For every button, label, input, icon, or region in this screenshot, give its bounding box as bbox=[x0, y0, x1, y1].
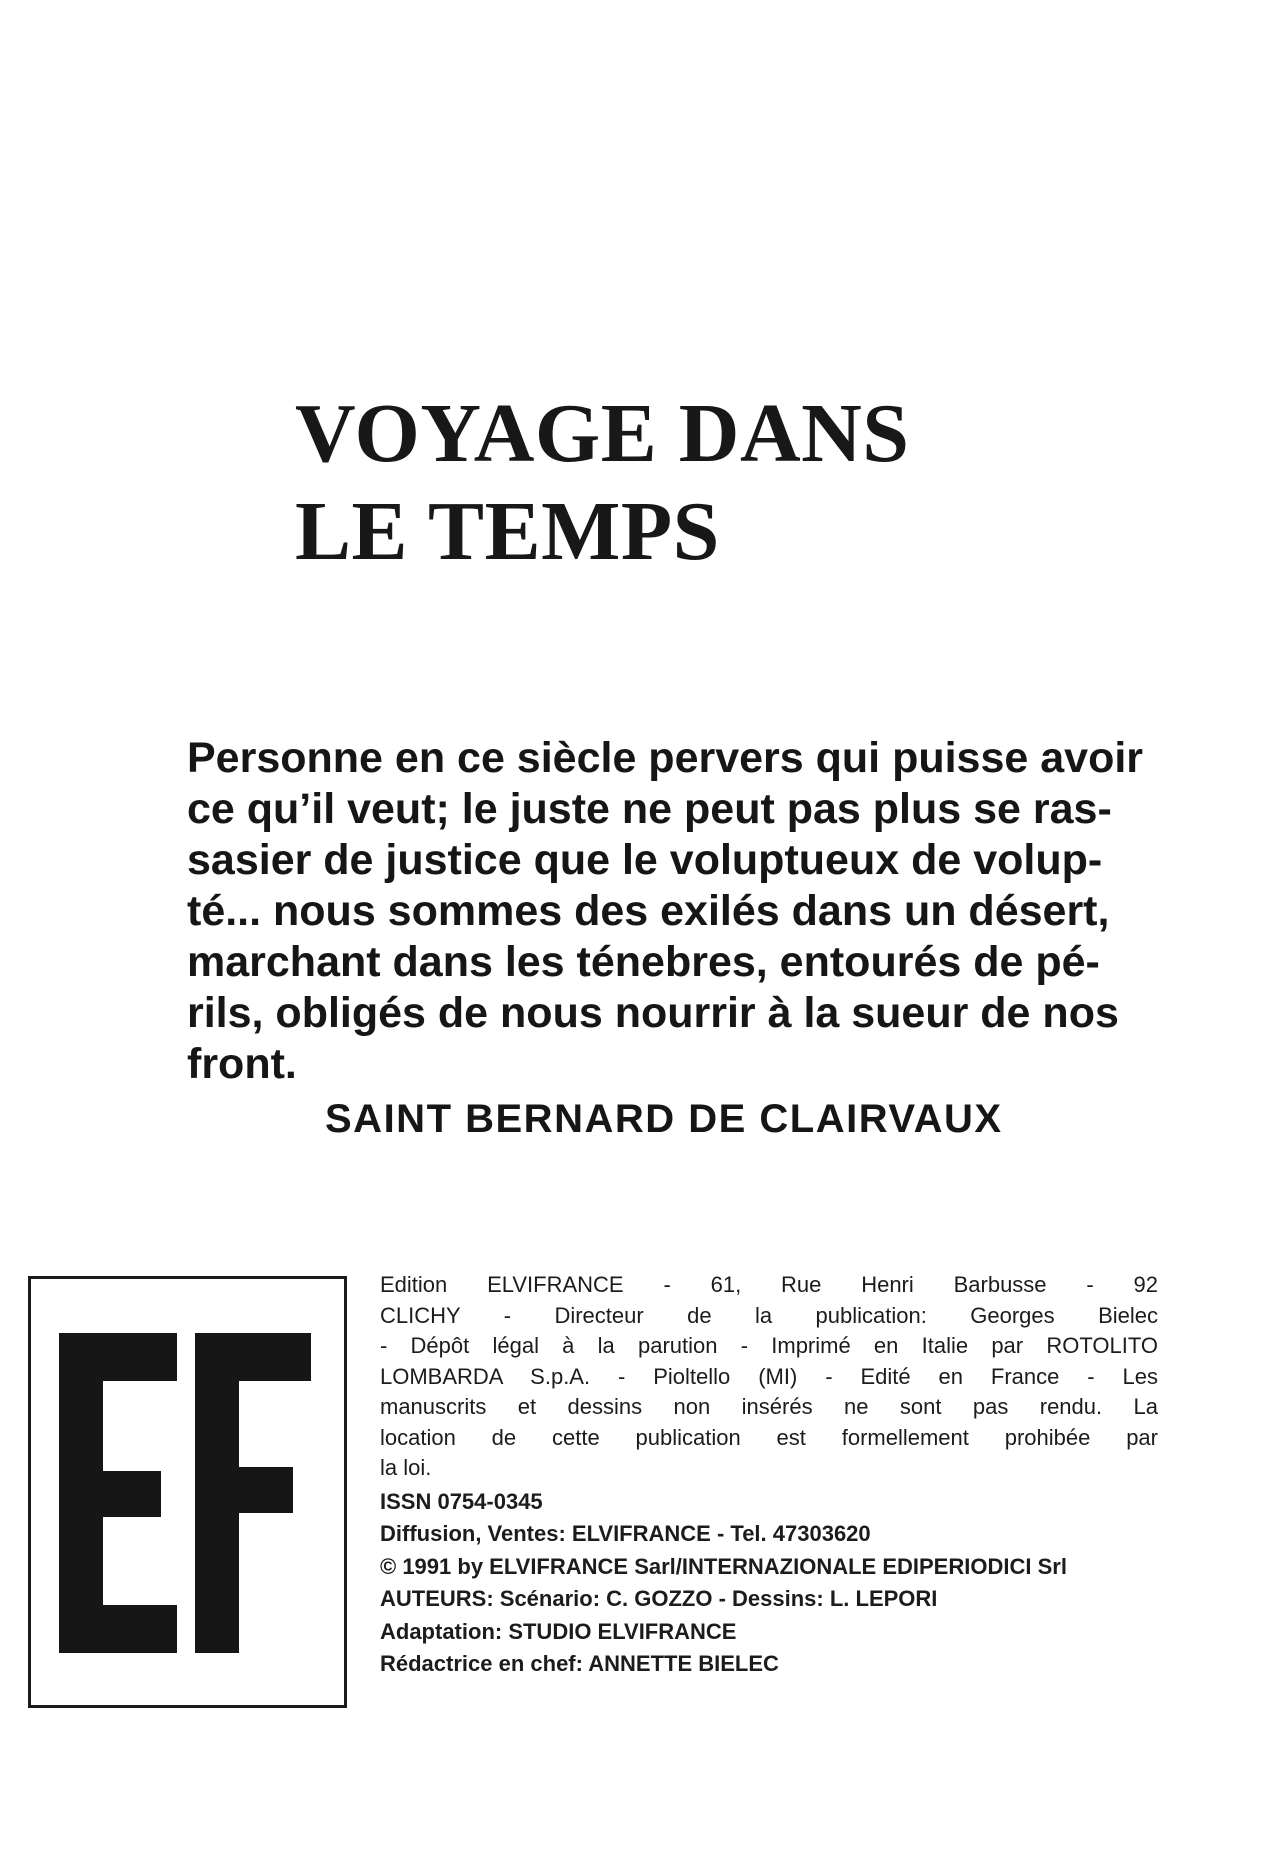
issn: ISSN 0754-0345 bbox=[380, 1488, 543, 1514]
legal-line: location de cette publication est formellement prohibée par bbox=[380, 1424, 1158, 1450]
publication-credits bbox=[380, 1486, 1158, 1681]
title-line-2: LE TEMPS bbox=[295, 485, 720, 578]
quote-line: front. bbox=[187, 1040, 297, 1088]
page-title bbox=[295, 385, 1055, 581]
legal-line: LOMBARDA S.p.A. - Pioltello (MI) - Edité en France - Les bbox=[380, 1363, 1158, 1389]
quote-line: ce qu’il veut; le juste ne peut pas plus se ras- bbox=[187, 785, 1112, 833]
legal-notice bbox=[380, 1270, 1158, 1484]
quote-author: SAINT BERNARD DE CLAIRVAUX bbox=[325, 1097, 1003, 1141]
legal-line: la loi. bbox=[380, 1455, 432, 1480]
logo-letter-e bbox=[59, 1333, 177, 1653]
logo-letter-f bbox=[195, 1333, 311, 1653]
adaptation-credit: Adaptation: STUDIO ELVIFRANCE bbox=[380, 1618, 737, 1644]
legal-line: Edition ELVIFRANCE - 61, Rue Henri Barbusse - 92 bbox=[380, 1272, 1158, 1297]
title-line-1: VOYAGE DANS bbox=[295, 387, 910, 480]
publication-info bbox=[380, 1270, 1158, 1681]
copyright: © 1991 by ELVIFRANCE Sarl/INTERNAZIONALE EDIPERIODICI Srl bbox=[380, 1553, 1067, 1579]
legal-line: - Dépôt légal à la parution - Imprimé en Italie par ROTOLITO bbox=[380, 1333, 1158, 1358]
diffusion: Diffusion, Ventes: ELVIFRANCE - Tel. 47303620 bbox=[380, 1521, 871, 1546]
authors-credit: AUTEURS: Scénario: C. GOZZO - Dessins: L. LEPORI bbox=[380, 1586, 938, 1611]
legal-line: CLICHY - Directeur de la publication: Georges Bielec bbox=[380, 1302, 1158, 1328]
quote-line: marchant dans les ténebres, entourés de pé- bbox=[187, 938, 1100, 986]
quote-line: té... nous sommes des exilés dans un désert, bbox=[187, 887, 1110, 935]
quote-line: rils, obligés de nous nourrir à la sueur de nos bbox=[187, 989, 1119, 1037]
publisher-logo bbox=[28, 1276, 347, 1708]
legal-line: manuscrits et dessins non insérés ne sont pas rendu. La bbox=[380, 1394, 1158, 1419]
epigraph-quote bbox=[187, 733, 1152, 1090]
editor-credit: Rédactrice en chef: ANNETTE BIELEC bbox=[380, 1651, 779, 1676]
quote-line: sasier de justice que le voluptueux de volup- bbox=[187, 836, 1103, 884]
ef-logo-glyphs bbox=[31, 1279, 344, 1705]
quote-line: Personne en ce siècle pervers qui puisse avoir bbox=[187, 734, 1144, 782]
